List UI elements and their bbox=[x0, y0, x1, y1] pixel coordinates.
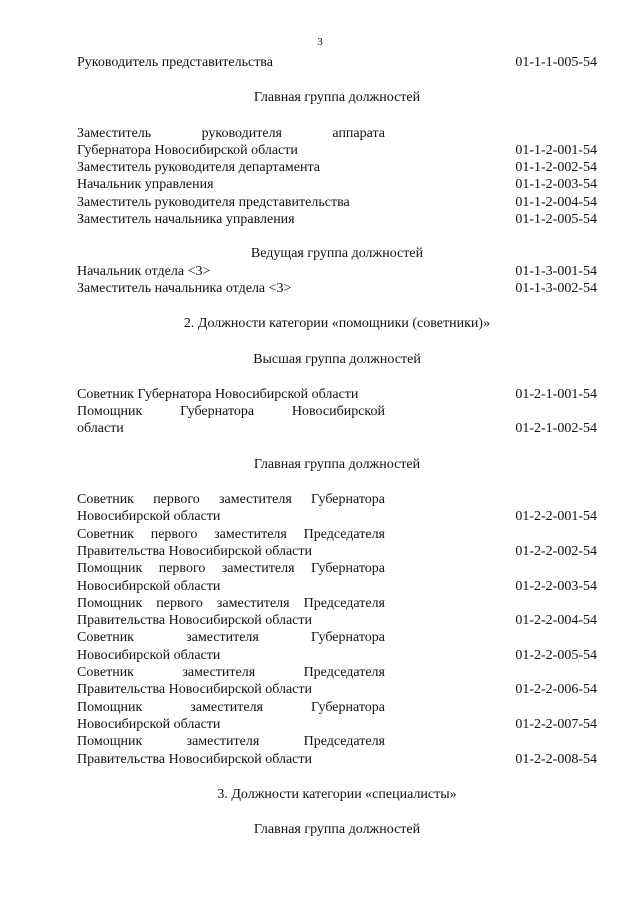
category-heading: 2. Должности категории «помощники (советники)» bbox=[183, 316, 491, 332]
page-number: 3 bbox=[317, 36, 323, 48]
position-row bbox=[77, 211, 597, 228]
group-heading: Главная группа должностей bbox=[253, 456, 421, 472]
position-title-line: Правительства Новосибирской области bbox=[77, 613, 312, 629]
position-row bbox=[77, 125, 597, 160]
position-row bbox=[77, 664, 597, 699]
position-row bbox=[77, 629, 597, 664]
document-content bbox=[77, 54, 597, 838]
position-title-line: Новосибирской области bbox=[77, 647, 221, 663]
position-code: 01-2-2-003-54 bbox=[515, 578, 597, 594]
position-row bbox=[77, 403, 597, 438]
position-title bbox=[77, 560, 385, 595]
position-code: 01-2-2-004-54 bbox=[515, 613, 597, 629]
category-heading: 3. Должности категории «специалисты» bbox=[217, 786, 457, 802]
position-title: Заместитель начальника управления bbox=[77, 212, 295, 228]
position-title-line: Советник первого заместителя Председателя bbox=[77, 526, 385, 542]
position-code: 01-1-2-003-54 bbox=[515, 177, 597, 193]
position-title-line: Новосибирской области bbox=[77, 578, 221, 594]
position-row bbox=[77, 595, 597, 630]
position-title bbox=[77, 595, 385, 630]
position-row bbox=[77, 386, 597, 403]
position-code: 01-2-1-002-54 bbox=[515, 421, 597, 437]
position-code: 01-1-2-001-54 bbox=[515, 142, 597, 158]
position-code: 01-2-2-007-54 bbox=[515, 716, 597, 732]
position-code: 01-2-2-008-54 bbox=[515, 751, 597, 767]
position-title-line: Помощник заместителя Губернатора bbox=[77, 699, 385, 715]
position-title: Заместитель начальника отдела <3> bbox=[77, 280, 292, 296]
position-row bbox=[77, 176, 597, 193]
position-row bbox=[77, 159, 597, 176]
position-row bbox=[77, 280, 597, 297]
position-code: 01-1-2-002-54 bbox=[515, 160, 597, 176]
position-title-line: Правительства Новосибирской области bbox=[77, 751, 312, 767]
position-title-line: Помощник первого заместителя Председателя bbox=[77, 595, 385, 611]
position-row bbox=[77, 699, 597, 734]
position-title bbox=[77, 403, 385, 438]
position-title-line: Советник первого заместителя Губернатора bbox=[77, 492, 385, 508]
position-code: 01-1-2-004-54 bbox=[515, 194, 597, 210]
position-title: Заместитель руководителя департамента bbox=[77, 160, 320, 176]
position-title-line: Помощник первого заместителя Губернатора bbox=[77, 561, 385, 577]
position-code: 01-1-3-001-54 bbox=[515, 263, 597, 279]
position-title-line: Советник заместителя Председателя bbox=[77, 665, 385, 681]
position-code: 01-1-1-005-54 bbox=[515, 55, 597, 70]
position-row bbox=[77, 491, 597, 526]
position-row bbox=[77, 194, 597, 211]
position-code: 01-2-2-002-54 bbox=[515, 543, 597, 559]
position-title-line: Правительства Новосибирской области bbox=[77, 682, 312, 698]
position-row bbox=[77, 263, 597, 280]
position-code: 01-2-2-001-54 bbox=[515, 509, 597, 525]
position-row bbox=[77, 526, 597, 561]
position-title: Начальник управления bbox=[77, 177, 214, 193]
position-title bbox=[77, 699, 385, 734]
position-row bbox=[77, 54, 597, 71]
position-title bbox=[77, 733, 385, 768]
position-code: 01-2-1-001-54 bbox=[515, 386, 597, 402]
position-title-line: Правительства Новосибирской области bbox=[77, 543, 312, 559]
position-title: Начальник отдела <3> bbox=[77, 263, 211, 279]
position-title-line: Советник заместителя Губернатора bbox=[77, 630, 385, 646]
position-title-line: области bbox=[77, 421, 124, 437]
position-title-line: Помощник Губернатора Новосибирской bbox=[77, 404, 385, 420]
position-title-line: Губернатора Новосибирской области bbox=[77, 142, 298, 158]
position-title bbox=[77, 629, 385, 664]
position-row bbox=[77, 560, 597, 595]
position-title-line: Помощник заместителя Председателя bbox=[77, 734, 385, 750]
position-title-line: Заместитель руководителя аппарата bbox=[77, 125, 385, 141]
group-heading: Высшая группа должностей bbox=[253, 351, 421, 367]
position-code: 01-1-3-002-54 bbox=[515, 280, 597, 296]
position-row bbox=[77, 733, 597, 768]
position-title: Советник Губернатора Новосибирской области bbox=[77, 386, 359, 402]
position-title-line: Новосибирской области bbox=[77, 509, 221, 525]
position-title-line: Новосибирской области bbox=[77, 716, 221, 732]
position-code: 01-2-2-005-54 bbox=[515, 647, 597, 663]
position-code: 01-1-2-005-54 bbox=[515, 212, 597, 228]
group-heading: Главная группа должностей bbox=[253, 90, 421, 106]
position-code: 01-2-2-006-54 bbox=[515, 682, 597, 698]
position-title: Руководитель представительства bbox=[77, 55, 273, 70]
position-title bbox=[77, 125, 385, 160]
position-title bbox=[77, 526, 385, 561]
position-title: Заместитель руководителя представительства bbox=[77, 194, 350, 210]
group-heading: Главная группа должностей bbox=[253, 822, 421, 838]
position-title bbox=[77, 491, 385, 526]
position-title bbox=[77, 664, 385, 699]
group-heading: Ведущая группа должностей bbox=[250, 246, 424, 262]
